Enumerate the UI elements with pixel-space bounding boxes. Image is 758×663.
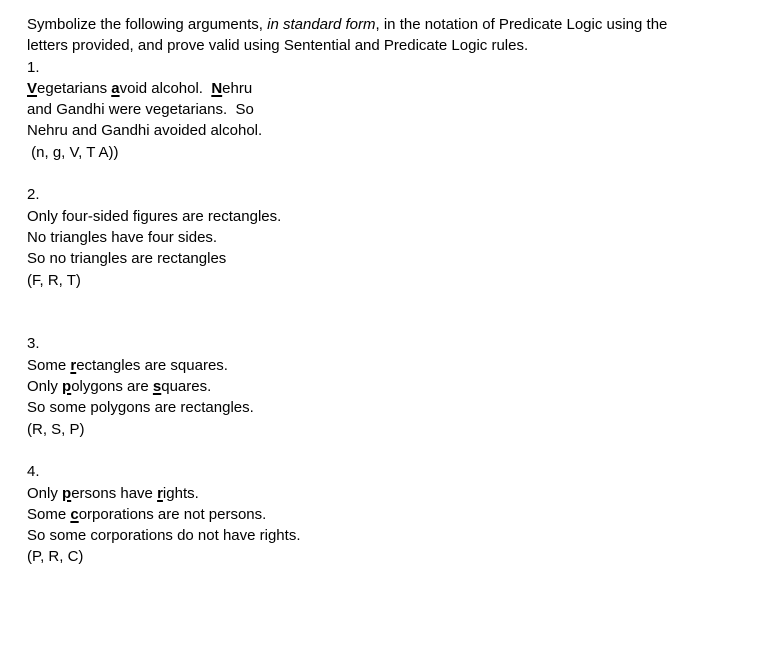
problem-1-line-1 (27, 78, 737, 99)
premise-text: Some (27, 505, 71, 523)
premise-text: olygons are (71, 378, 153, 396)
premise-text: void alcohol. (119, 79, 212, 97)
key-letter: p (62, 378, 72, 396)
problem-3-letters: (R, S, P) (27, 420, 85, 438)
premise-text: egetarians (37, 79, 112, 97)
key-letter: s (152, 378, 162, 396)
key-letter: c (70, 505, 79, 523)
premise-text: ersons have (71, 484, 158, 502)
problem-2-line-3: So no triangles are rectangles (27, 250, 227, 268)
key-letter: N (211, 79, 223, 97)
problem-3-line-1 (27, 355, 737, 376)
instructions-text: , in the notation of Predicate Logic using the (375, 16, 668, 33)
spacer (27, 291, 737, 334)
problem-1-line-2: and Gandhi were vegetarians. So (27, 101, 254, 119)
problem-1-number: 1. (27, 58, 40, 76)
problem-4-line-2 (27, 504, 737, 525)
instructions-line-1 (27, 14, 737, 35)
problem-2-line-2: No triangles have four sides. (27, 228, 218, 246)
key-letter: r (157, 484, 163, 502)
problem-1-line-3: Nehru and Gandhi avoided alcohol. (27, 122, 263, 140)
problem-3-line-2 (27, 376, 737, 397)
problem-2-number: 2. (27, 186, 40, 204)
problem-4-letters: (P, R, C) (27, 548, 84, 566)
premise-text: Some (27, 356, 71, 374)
premise-text: Only (27, 484, 63, 502)
document-body (27, 14, 737, 568)
problem-3-number: 3. (27, 335, 40, 353)
spacer (27, 440, 737, 461)
spacer (27, 163, 737, 184)
key-letter: p (62, 484, 72, 502)
key-letter: r (70, 356, 77, 374)
problem-4-line-3: So some corporations do not have rights. (27, 527, 301, 545)
premise-text: ectangles are squares. (76, 356, 228, 374)
key-letter: a (111, 79, 120, 97)
problem-2-line-1: Only four-sided figures are rectangles. (27, 207, 282, 225)
premise-text: ights. (162, 484, 199, 502)
problem-1-letters: (n, g, V, T A)) (27, 143, 119, 161)
premise-text: Only (27, 378, 63, 396)
premise-text: quares. (161, 378, 212, 396)
instructions-emphasis: in standard form (267, 16, 376, 33)
key-letter: V (27, 79, 38, 97)
problem-2-letters: (F, R, T) (27, 271, 81, 289)
problem-4-line-1 (27, 483, 737, 504)
premise-text: ehru (222, 79, 253, 97)
instructions-line-2: letters provided, and prove valid using Sentential and Predicate Logic rules. (27, 37, 529, 55)
problem-3-line-3: So some polygons are rectangles. (27, 399, 254, 417)
instructions-text: Symbolize the following arguments, (27, 16, 268, 33)
premise-text: orporations are not persons. (78, 505, 267, 523)
problem-4-number: 4. (27, 463, 40, 481)
